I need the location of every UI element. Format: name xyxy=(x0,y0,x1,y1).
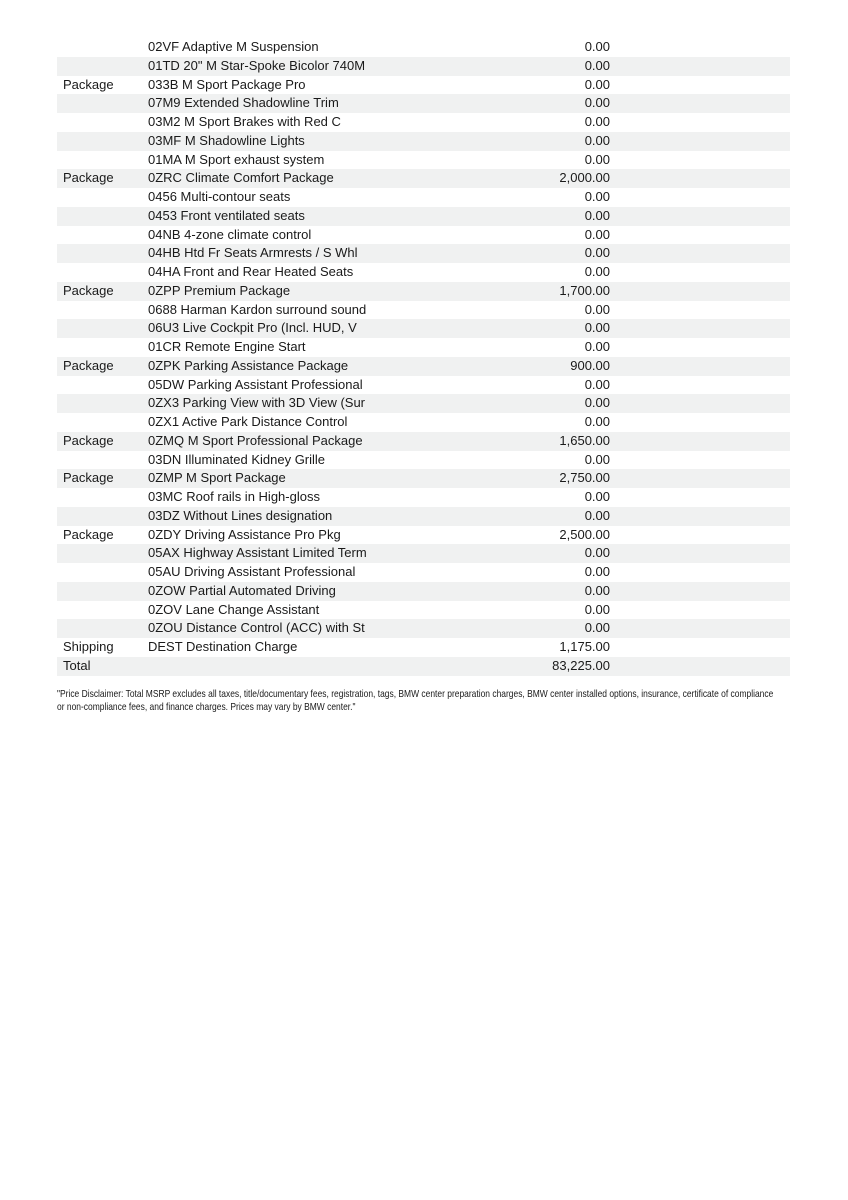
filler-cell xyxy=(610,169,790,188)
item-cell: 0ZX1 Active Park Distance Control xyxy=(148,414,348,429)
category-cell xyxy=(57,113,148,132)
table-row xyxy=(57,169,790,188)
price-cell: 0.00 xyxy=(584,226,610,242)
table-row xyxy=(57,38,790,57)
price-cell: 0.00 xyxy=(584,601,610,617)
category-cell: Package xyxy=(63,76,114,92)
price-cell: 0.00 xyxy=(584,451,610,467)
item-cell: 0ZRC Climate Comfort Package xyxy=(148,170,334,186)
category-cell xyxy=(57,394,148,413)
filler-cell xyxy=(610,188,790,207)
category-cell xyxy=(57,376,148,395)
filler-cell xyxy=(610,282,790,301)
filler-cell xyxy=(610,151,790,170)
category-cell: Total xyxy=(63,657,91,673)
table-row xyxy=(57,394,790,413)
category-cell xyxy=(57,413,148,432)
table-row xyxy=(57,657,790,676)
table-row xyxy=(57,57,790,76)
price-cell: 0.00 xyxy=(584,301,610,317)
price-cell: 0.00 xyxy=(584,39,610,54)
category-cell xyxy=(57,544,148,563)
filler-cell xyxy=(610,301,790,320)
category-cell xyxy=(57,226,148,245)
filler-cell xyxy=(610,244,790,263)
category-cell: Package xyxy=(63,170,114,186)
filler-cell xyxy=(610,357,790,376)
filler-cell xyxy=(610,638,790,657)
table-row xyxy=(57,207,790,226)
item-cell: 01TD 20" M Star-Spoke Bicolor 740M xyxy=(148,57,366,73)
price-cell: 0.00 xyxy=(584,189,610,204)
filler-cell xyxy=(610,132,790,151)
item-cell: 05DW Parking Assistant Professional xyxy=(148,376,363,392)
filler-cell xyxy=(610,469,790,488)
price-cell: 0.00 xyxy=(584,76,610,92)
category-cell: Package xyxy=(63,432,114,448)
table-row xyxy=(57,244,790,263)
table-row xyxy=(57,132,790,151)
table-row xyxy=(57,319,790,338)
category-cell xyxy=(57,151,148,170)
category-cell xyxy=(57,244,148,263)
table-row xyxy=(57,357,790,376)
table-row xyxy=(57,488,790,507)
filler-cell xyxy=(610,526,790,545)
item-cell: 03DN Illuminated Kidney Grille xyxy=(148,451,326,467)
item-cell: 0ZPK Parking Assistance Package xyxy=(148,357,349,373)
category-cell xyxy=(57,132,148,151)
price-cell: 0.00 xyxy=(584,582,610,598)
price-cell: 0.00 xyxy=(584,620,610,636)
table-row xyxy=(57,151,790,170)
price-cell: 0.00 xyxy=(584,545,610,561)
category-cell xyxy=(57,319,148,338)
table-row xyxy=(57,469,790,488)
table-row xyxy=(57,413,790,432)
category-cell xyxy=(57,207,148,226)
category-cell: Package xyxy=(63,470,114,486)
item-cell: 03MF M Shadowline Lights xyxy=(148,132,305,148)
filler-cell xyxy=(610,226,790,245)
category-cell xyxy=(57,619,148,638)
price-cell: 0.00 xyxy=(584,395,610,411)
category-cell xyxy=(57,38,148,57)
price-cell: 0.00 xyxy=(584,245,610,261)
table-row xyxy=(57,638,790,657)
table-row xyxy=(57,432,790,451)
item-cell: 0ZOU Distance Control (ACC) with St xyxy=(148,620,365,636)
table-row xyxy=(57,451,790,470)
item-cell: 01CR Remote Engine Start xyxy=(148,339,306,354)
price-cell: 0.00 xyxy=(584,564,610,579)
item-cell: 03MC Roof rails in High-gloss xyxy=(148,489,320,504)
item-cell: 04HB Htd Fr Seats Armrests / S Whl xyxy=(148,245,358,261)
category-cell xyxy=(57,94,148,113)
filler-cell xyxy=(610,507,790,526)
table-row xyxy=(57,376,790,395)
category-cell xyxy=(57,488,148,507)
price-cell: 0.00 xyxy=(584,132,610,148)
table-row xyxy=(57,113,790,132)
category-cell xyxy=(57,563,148,582)
filler-cell xyxy=(610,413,790,432)
item-cell: 0ZX3 Parking View with 3D View (Sur xyxy=(148,395,366,411)
category-cell xyxy=(57,601,148,620)
price-cell: 1,650.00 xyxy=(559,432,610,448)
filler-cell xyxy=(610,57,790,76)
price-cell: 0.00 xyxy=(584,320,610,336)
table-row xyxy=(57,507,790,526)
filler-cell xyxy=(610,432,790,451)
item-cell: 04NB 4-zone climate control xyxy=(148,226,312,242)
table-row xyxy=(57,619,790,638)
item-cell: 0ZDY Driving Assistance Pro Pkg xyxy=(148,526,341,542)
category-cell xyxy=(57,301,148,320)
filler-cell xyxy=(610,394,790,413)
item-cell: 033B M Sport Package Pro xyxy=(148,76,306,92)
item-cell: 0456 Multi-contour seats xyxy=(148,189,291,204)
price-cell: 0.00 xyxy=(584,57,610,73)
item-cell: 05AU Driving Assistant Professional xyxy=(148,564,356,579)
category-cell xyxy=(57,507,148,526)
item-cell: 01MA M Sport exhaust system xyxy=(148,151,325,167)
category-cell xyxy=(57,263,148,282)
item-cell: 0ZMQ M Sport Professional Package xyxy=(148,432,363,448)
price-cell: 2,000.00 xyxy=(559,170,610,186)
price-cell: 0.00 xyxy=(584,507,610,523)
filler-cell xyxy=(610,657,790,676)
item-cell: 04HA Front and Rear Heated Seats xyxy=(148,264,354,279)
price-cell: 0.00 xyxy=(584,339,610,354)
price-cell: 1,175.00 xyxy=(559,639,610,654)
item-cell: 06U3 Live Cockpit Pro (Incl. HUD, V xyxy=(148,320,357,336)
options-table xyxy=(57,38,790,676)
price-cell: 2,500.00 xyxy=(559,526,610,542)
filler-cell xyxy=(610,338,790,357)
price-cell: 0.00 xyxy=(584,207,610,223)
filler-cell xyxy=(610,582,790,601)
category-cell: Package xyxy=(63,357,114,373)
filler-cell xyxy=(610,319,790,338)
filler-cell xyxy=(610,94,790,113)
filler-cell xyxy=(610,376,790,395)
item-cell: 05AX Highway Assistant Limited Term xyxy=(148,545,367,561)
price-cell: 900.00 xyxy=(570,357,610,373)
table-row xyxy=(57,601,790,620)
table-row xyxy=(57,338,790,357)
table-row xyxy=(57,188,790,207)
price-cell: 83,225.00 xyxy=(552,657,610,673)
price-cell: 0.00 xyxy=(584,414,610,429)
price-cell: 0.00 xyxy=(584,264,610,279)
filler-cell xyxy=(610,488,790,507)
filler-cell xyxy=(610,38,790,57)
item-cell: 0ZOV Lane Change Assistant xyxy=(148,601,320,617)
price-cell: 0.00 xyxy=(584,489,610,504)
item-cell: 0ZMP M Sport Package xyxy=(148,470,286,486)
price-cell: 0.00 xyxy=(584,114,610,129)
filler-cell xyxy=(610,113,790,132)
item-cell: 03M2 M Sport Brakes with Red C xyxy=(148,114,341,129)
filler-cell xyxy=(610,207,790,226)
item-cell: 0453 Front ventilated seats xyxy=(148,207,305,223)
filler-cell xyxy=(610,601,790,620)
table-row xyxy=(57,526,790,545)
table-row xyxy=(57,226,790,245)
price-cell: 2,750.00 xyxy=(559,470,610,486)
item-cell xyxy=(148,657,478,676)
category-cell xyxy=(57,451,148,470)
item-cell: 03DZ Without Lines designation xyxy=(148,507,333,523)
table-row xyxy=(57,544,790,563)
category-cell xyxy=(57,582,148,601)
table-row xyxy=(57,76,790,95)
table-row xyxy=(57,582,790,601)
price-cell: 0.00 xyxy=(584,376,610,392)
item-cell: 07M9 Extended Shadowline Trim xyxy=(148,95,339,111)
item-cell: 0688 Harman Kardon surround sound xyxy=(148,301,367,317)
table-row xyxy=(57,563,790,582)
item-cell: DEST Destination Charge xyxy=(148,639,298,654)
price-cell: 1,700.00 xyxy=(559,282,610,298)
item-cell: 0ZOW Partial Automated Driving xyxy=(148,582,336,598)
filler-cell xyxy=(610,263,790,282)
category-cell xyxy=(57,188,148,207)
item-cell: 02VF Adaptive M Suspension xyxy=(148,39,319,54)
price-cell: 0.00 xyxy=(584,151,610,167)
table-row xyxy=(57,301,790,320)
category-cell: Package xyxy=(63,282,114,298)
filler-cell xyxy=(610,619,790,638)
price-cell: 0.00 xyxy=(584,95,610,111)
filler-cell xyxy=(610,76,790,95)
item-cell: 0ZPP Premium Package xyxy=(148,282,291,298)
filler-cell xyxy=(610,563,790,582)
category-cell xyxy=(57,338,148,357)
table-row xyxy=(57,94,790,113)
filler-cell xyxy=(610,451,790,470)
category-cell: Package xyxy=(63,526,114,542)
filler-cell xyxy=(610,544,790,563)
category-cell: Shipping xyxy=(63,639,114,654)
category-cell xyxy=(57,57,148,76)
table-row xyxy=(57,263,790,282)
table-row xyxy=(57,282,790,301)
price-disclaimer: "Price Disclaimer: Total MSRP excludes all taxes, title/documentary fees, registration, tags, BMW center preparation charges, BMW center installed options, insurance, certificate of compliance or non-compliance fees, and finance charges. Prices may vary by BMW center." xyxy=(57,688,774,713)
